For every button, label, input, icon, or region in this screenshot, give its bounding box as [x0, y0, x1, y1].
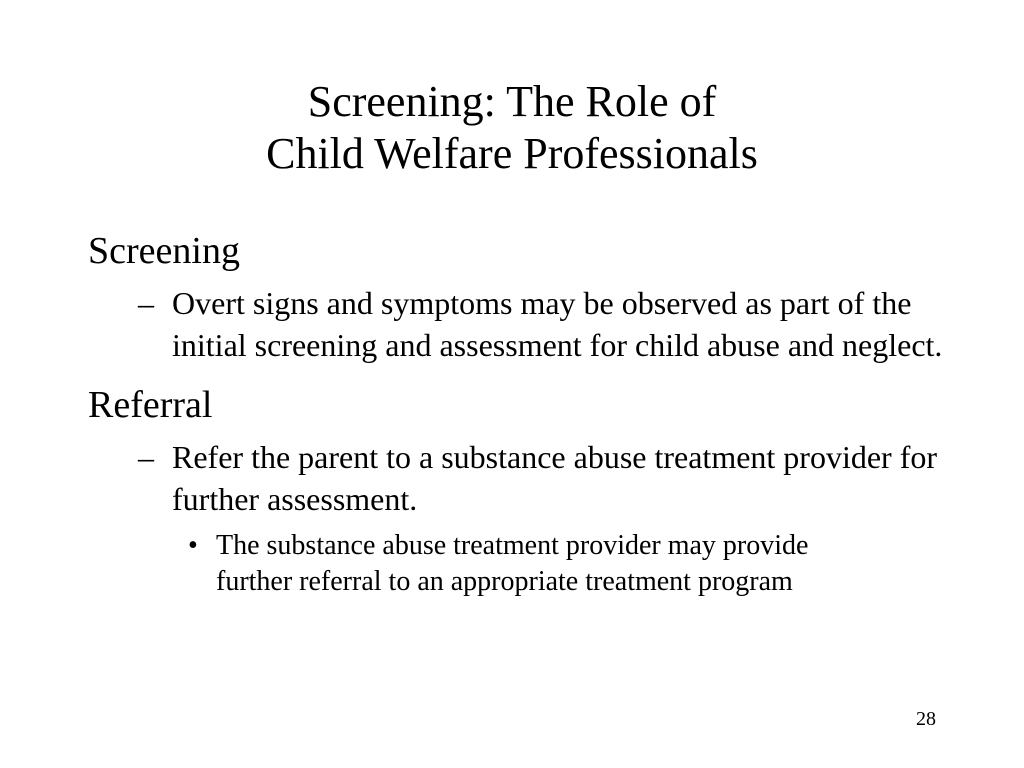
slide-title-line-1: Screening: The Role of	[307, 77, 717, 126]
dash-bullet-icon: –	[138, 439, 154, 475]
slide-body	[88, 228, 948, 600]
dot-bullet-icon: •	[188, 530, 198, 561]
list-item	[88, 436, 948, 520]
list-item	[88, 282, 948, 366]
section-heading-screening: Screening	[88, 230, 240, 272]
sub-list-item-text: The substance abuse treatment provider may provide further referral to an appropriate treatment program	[216, 530, 809, 597]
slide-number: 28	[916, 708, 936, 730]
section-heading-referral: Referral	[88, 384, 213, 426]
slide-title-line-2: Child Welfare Professionals	[266, 129, 758, 178]
sub-list-item	[88, 528, 836, 600]
dash-bullet-icon: –	[138, 285, 154, 321]
list-item-text: Refer the parent to a substance abuse treatment provider for further assessment.	[172, 439, 938, 517]
slide-title	[0, 76, 1024, 180]
list-item-text: Overt signs and symptoms may be observed as part of the initial screening and assessment for child abuse and neglect.	[172, 285, 943, 363]
